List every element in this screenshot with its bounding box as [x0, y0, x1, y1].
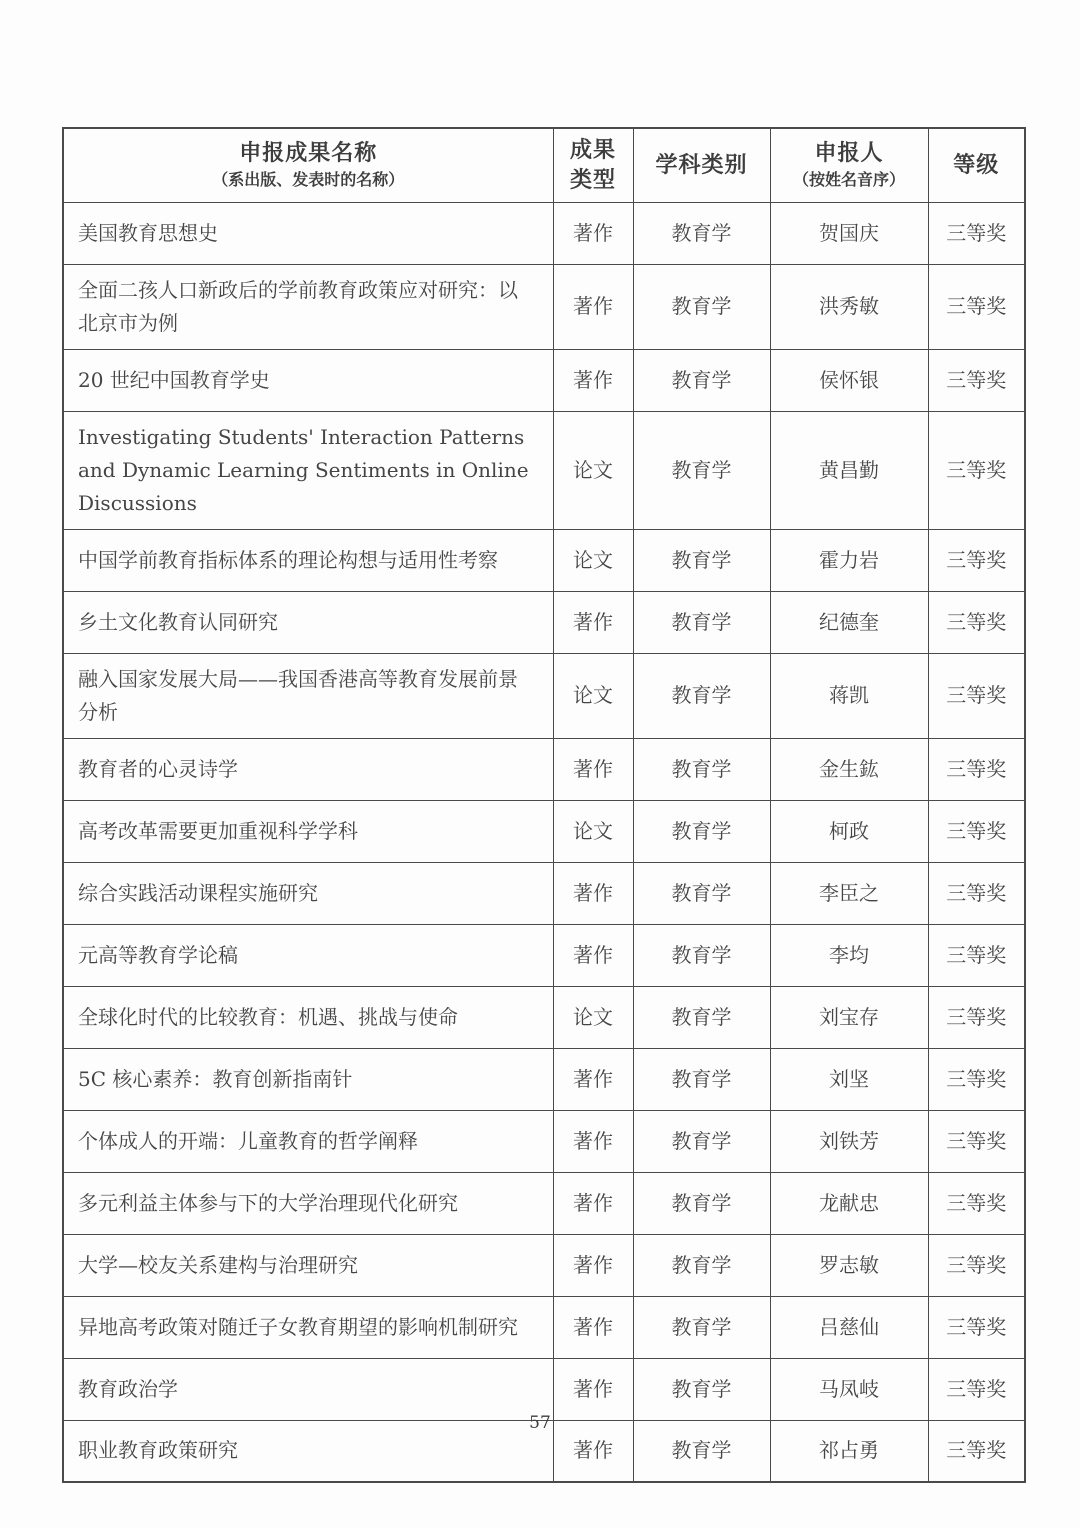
cell-subject-category: 教育学 — [633, 1296, 770, 1358]
cell-applicant: 侯怀银 — [770, 349, 928, 411]
table-row — [63, 800, 1025, 862]
cell-grade: 三等奖 — [928, 1172, 1025, 1234]
cell-grade: 三等奖 — [928, 738, 1025, 800]
table-row — [63, 1110, 1025, 1172]
cell-subject-category: 教育学 — [633, 202, 770, 264]
cell-applicant: 龙献忠 — [770, 1172, 928, 1234]
cell-applicant: 马凤岐 — [770, 1358, 928, 1420]
cell-applicant: 李臣之 — [770, 862, 928, 924]
table-row — [63, 1296, 1025, 1358]
cell-result-name: 大学—校友关系建构与治理研究 — [63, 1234, 553, 1296]
cell-subject-category: 教育学 — [633, 862, 770, 924]
cell-result-name: 职业教育政策研究 — [63, 1420, 553, 1482]
cell-subject-category: 教育学 — [633, 349, 770, 411]
cell-subject-category: 教育学 — [633, 924, 770, 986]
table-row — [63, 1048, 1025, 1110]
cell-result-type: 论文 — [553, 800, 633, 862]
col-header-applicant — [770, 128, 928, 202]
cell-grade: 三等奖 — [928, 862, 1025, 924]
table-row — [63, 862, 1025, 924]
cell-result-type: 著作 — [553, 1234, 633, 1296]
cell-result-type: 著作 — [553, 349, 633, 411]
cell-result-name: Investigating Students' Interaction Patterns and Dynamic Learning Sentiments in Online Discussions — [63, 411, 553, 529]
cell-subject-category: 教育学 — [633, 529, 770, 591]
cell-applicant: 柯政 — [770, 800, 928, 862]
cell-applicant: 祁占勇 — [770, 1420, 928, 1482]
cell-result-type: 论文 — [553, 653, 633, 738]
cell-applicant: 李均 — [770, 924, 928, 986]
cell-applicant: 霍力岩 — [770, 529, 928, 591]
table-row — [63, 529, 1025, 591]
cell-grade: 三等奖 — [928, 411, 1025, 529]
cell-grade: 三等奖 — [928, 1296, 1025, 1358]
cell-result-type: 论文 — [553, 529, 633, 591]
cell-applicant: 蒋凯 — [770, 653, 928, 738]
cell-result-name: 元高等教育学论稿 — [63, 924, 553, 986]
cell-grade: 三等奖 — [928, 1234, 1025, 1296]
cell-applicant: 纪德奎 — [770, 591, 928, 653]
cell-subject-category: 教育学 — [633, 986, 770, 1048]
col-header-subject — [633, 128, 770, 202]
cell-result-name: 乡土文化教育认同研究 — [63, 591, 553, 653]
results-table — [62, 127, 1026, 1483]
table-row — [63, 1358, 1025, 1420]
table-row — [63, 202, 1025, 264]
cell-grade: 三等奖 — [928, 529, 1025, 591]
table-row — [63, 349, 1025, 411]
cell-result-type: 著作 — [553, 1110, 633, 1172]
cell-applicant: 罗志敏 — [770, 1234, 928, 1296]
cell-subject-category: 教育学 — [633, 591, 770, 653]
col-header-name — [63, 128, 553, 202]
col-header-type — [553, 128, 633, 202]
cell-grade: 三等奖 — [928, 800, 1025, 862]
cell-grade: 三等奖 — [928, 1420, 1025, 1482]
table-row — [63, 924, 1025, 986]
cell-result-type: 著作 — [553, 1420, 633, 1482]
cell-grade: 三等奖 — [928, 349, 1025, 411]
cell-result-type: 著作 — [553, 1296, 633, 1358]
cell-grade: 三等奖 — [928, 264, 1025, 349]
table-row — [63, 1234, 1025, 1296]
cell-result-name: 个体成人的开端：儿童教育的哲学阐释 — [63, 1110, 553, 1172]
col-header-grade — [928, 128, 1025, 202]
cell-subject-category: 教育学 — [633, 1234, 770, 1296]
cell-grade: 三等奖 — [928, 1110, 1025, 1172]
cell-result-type: 著作 — [553, 1048, 633, 1110]
cell-applicant: 刘坚 — [770, 1048, 928, 1110]
cell-result-type: 著作 — [553, 738, 633, 800]
cell-result-name: 教育者的心灵诗学 — [63, 738, 553, 800]
col-header-name-subtitle: （系出版、发表时的名称） — [212, 170, 405, 190]
cell-subject-category: 教育学 — [633, 653, 770, 738]
table-row — [63, 264, 1025, 349]
cell-result-name: 中国学前教育指标体系的理论构想与适用性考察 — [63, 529, 553, 591]
table-row — [63, 411, 1025, 529]
cell-result-name: 综合实践活动课程实施研究 — [63, 862, 553, 924]
col-header-applicant-subtitle: （按姓名音序） — [792, 170, 905, 190]
col-header-grade-label: 等级 — [953, 152, 1000, 179]
cell-applicant: 刘宝存 — [770, 986, 928, 1048]
cell-result-name: 全球化时代的比较教育：机遇、挑战与使命 — [63, 986, 553, 1048]
cell-grade: 三等奖 — [928, 924, 1025, 986]
cell-result-name: 多元利益主体参与下的大学治理现代化研究 — [63, 1172, 553, 1234]
table-row — [63, 986, 1025, 1048]
col-header-type-label: 成果类型 — [569, 137, 616, 194]
col-header-applicant-title: 申报人 — [814, 140, 884, 167]
cell-applicant: 吕慈仙 — [770, 1296, 928, 1358]
cell-grade: 三等奖 — [928, 1048, 1025, 1110]
cell-subject-category: 教育学 — [633, 1172, 770, 1234]
cell-result-name: 高考改革需要更加重视科学学科 — [63, 800, 553, 862]
col-header-name-title: 申报成果名称 — [239, 140, 378, 167]
cell-result-type: 著作 — [553, 862, 633, 924]
cell-result-type: 著作 — [553, 1358, 633, 1420]
cell-result-name: 5C 核心素养：教育创新指南针 — [63, 1048, 553, 1110]
cell-subject-category: 教育学 — [633, 800, 770, 862]
page-number: 57 — [529, 1413, 551, 1433]
col-header-subject-label: 学科类别 — [655, 152, 748, 179]
cell-result-type: 著作 — [553, 202, 633, 264]
cell-result-type: 著作 — [553, 264, 633, 349]
cell-result-name: 美国教育思想史 — [63, 202, 553, 264]
cell-result-type: 论文 — [553, 986, 633, 1048]
cell-grade: 三等奖 — [928, 986, 1025, 1048]
cell-result-type: 著作 — [553, 591, 633, 653]
cell-applicant: 刘铁芳 — [770, 1110, 928, 1172]
table-row — [63, 591, 1025, 653]
cell-applicant: 贺国庆 — [770, 202, 928, 264]
cell-result-name: 异地高考政策对随迁子女教育期望的影响机制研究 — [63, 1296, 553, 1358]
cell-result-name: 教育政治学 — [63, 1358, 553, 1420]
cell-result-type: 著作 — [553, 1172, 633, 1234]
table-row — [63, 738, 1025, 800]
table-row — [63, 653, 1025, 738]
cell-result-type: 著作 — [553, 924, 633, 986]
cell-subject-category: 教育学 — [633, 1358, 770, 1420]
cell-applicant: 金生鈜 — [770, 738, 928, 800]
cell-subject-category: 教育学 — [633, 264, 770, 349]
table-header-row — [63, 128, 1025, 202]
cell-grade: 三等奖 — [928, 1358, 1025, 1420]
cell-result-name: 全面二孩人口新政后的学前教育政策应对研究：以北京市为例 — [63, 264, 553, 349]
cell-result-name: 融入国家发展大局——我国香港高等教育发展前景分析 — [63, 653, 553, 738]
cell-subject-category: 教育学 — [633, 1420, 770, 1482]
cell-applicant: 黄昌勤 — [770, 411, 928, 529]
cell-subject-category: 教育学 — [633, 1048, 770, 1110]
cell-subject-category: 教育学 — [633, 1110, 770, 1172]
cell-applicant: 洪秀敏 — [770, 264, 928, 349]
cell-grade: 三等奖 — [928, 653, 1025, 738]
cell-grade: 三等奖 — [928, 591, 1025, 653]
cell-result-name: 20 世纪中国教育学史 — [63, 349, 553, 411]
cell-grade: 三等奖 — [928, 202, 1025, 264]
cell-subject-category: 教育学 — [633, 411, 770, 529]
table-row — [63, 1172, 1025, 1234]
cell-result-type: 论文 — [553, 411, 633, 529]
cell-subject-category: 教育学 — [633, 738, 770, 800]
